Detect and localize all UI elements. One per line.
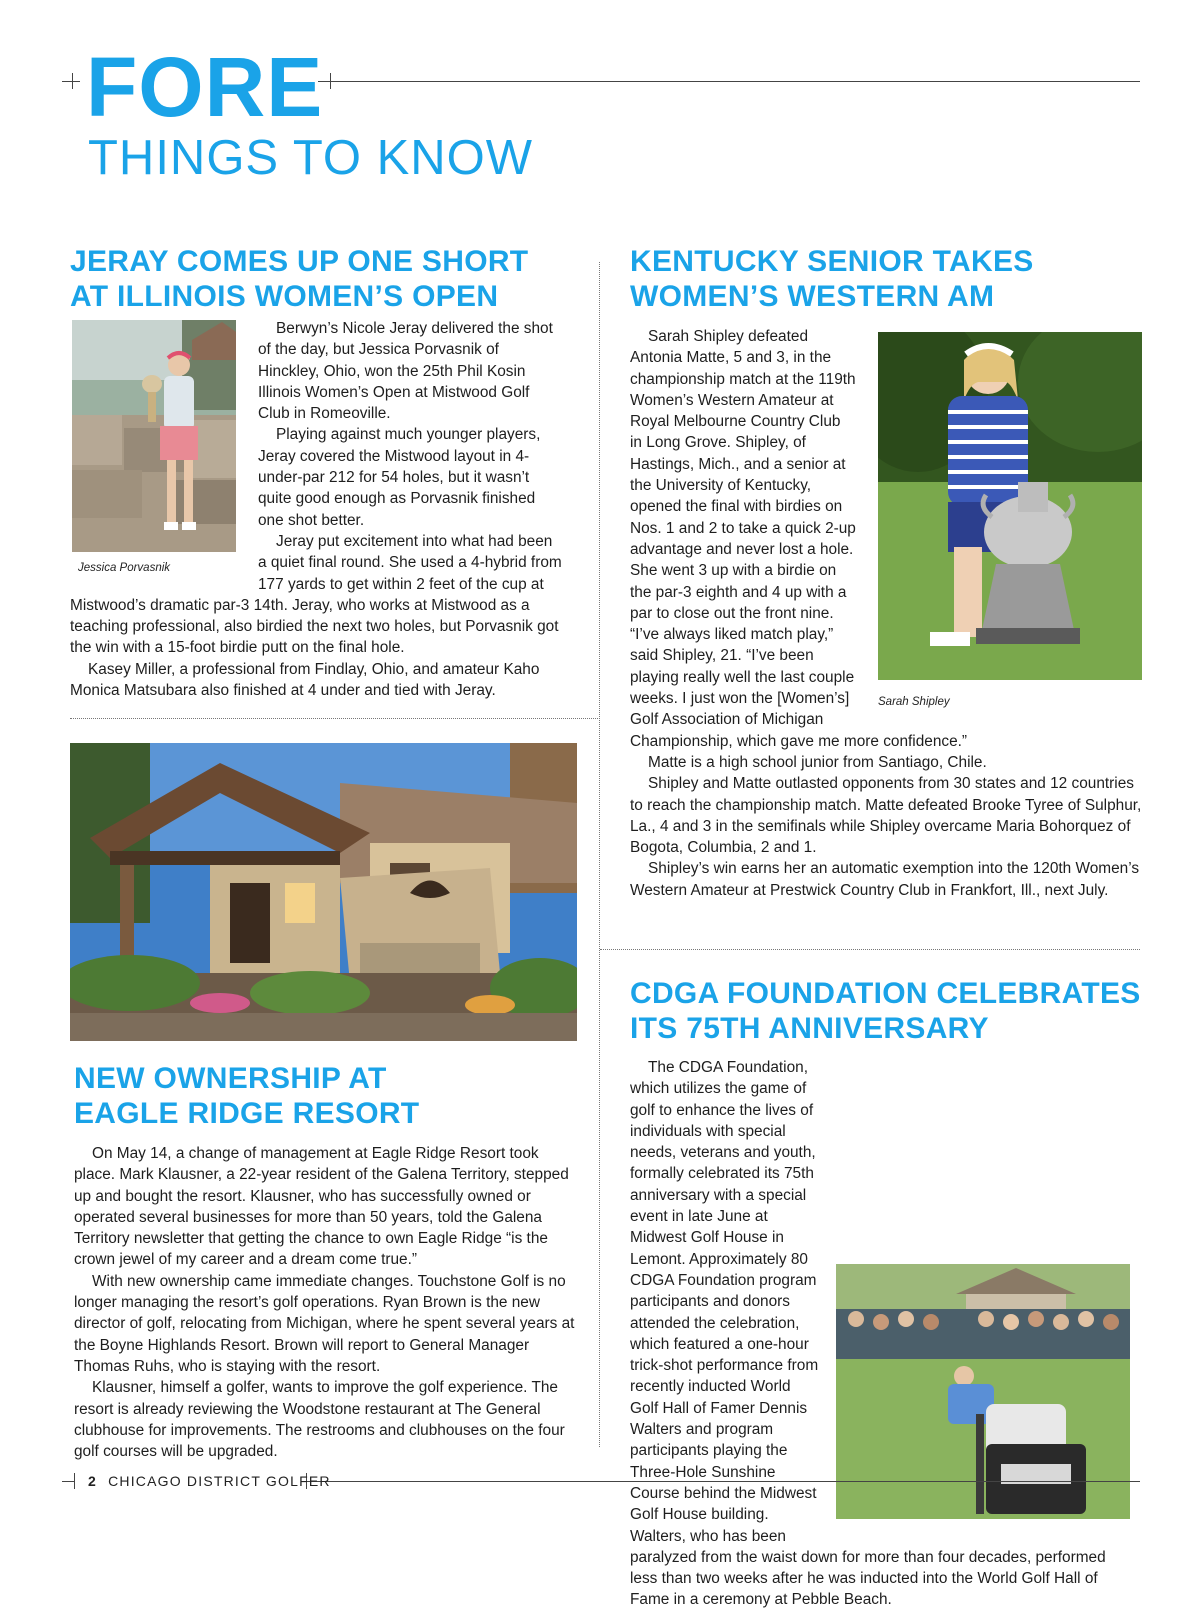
eagle-body bbox=[74, 1143, 578, 1462]
eagle-headline-line-1: NEW OWNERSHIP AT bbox=[74, 1062, 387, 1095]
jeray-photo bbox=[72, 320, 236, 552]
jeray-paragraph: Playing against much younger players, Jeray covered the Mistwood layout in 4-under-par 212 for 54 holes, but it wasn’t quite good enough as Porvasnik finished one shot better. bbox=[258, 426, 541, 529]
kentucky-paragraph: Sarah Shipley defeated Antonia Matte, 5 and 3, in the championship match at the 119th Women’s Western Amateur at Royal Melbourne Country Club in Long Grove. Shipley, of Hastings, Mich., and a senior at the University of Kentucky, opened the final with birdies on Nos. 1 and 2 to take a quick 2-up advantage and never lost a hole. She went 3 up with a birdie on the par-3 eighth and 4 up with a par to close out the front nine. “I’ve always liked match play,” said Shipley, 21. “I’ve been playing really well the last couple weeks. I just won the [Women’s] Golf Association of Michigan Championship, which gave me more confidence.” bbox=[630, 328, 968, 750]
kentucky-photo-block bbox=[866, 332, 1142, 724]
masthead-tick-left bbox=[72, 73, 73, 89]
kentucky-headline-line-1: KENTUCKY SENIOR TAKES bbox=[630, 245, 1034, 278]
eagle-ridge-photo bbox=[70, 743, 577, 1041]
cdga-photo-block bbox=[830, 1262, 1130, 1532]
eagle-headline-line-2: EAGLE RIDGE RESORT bbox=[74, 1097, 420, 1130]
kentucky-paragraph: Shipley’s win earns her an automatic exemption into the 120th Women’s Western Amateur at Prestwick Country Club in Frankfort, Ill., next July. bbox=[630, 860, 1140, 899]
masthead-rule-left bbox=[62, 81, 80, 82]
cdga-paragraph: The CDGA Foundation, which utilizes the game of golf to enhance the lives of individuals with special needs, veterans and youth, formally celebrated its 75th anniversary with a special event in late June at Midwest Golf House in Lemont. Approximately 80 CDGA Foundation program participants and donors attended the celebration, which featured a one-hour trick-shot performance from recently inducted World Golf Hall of Famer Dennis Walters and program participants playing the Three-Hole Sunshine Course behind the Midwest Golf House building. Walters, who has been paralyzed from the waist down for more than four decades, performed less than two weeks after he was inducted into the World Golf Hall of Fame in a ceremony at Pebble Beach. bbox=[630, 1059, 1106, 1609]
eagle-headline bbox=[74, 1061, 594, 1131]
jeray-headline-line-1: JERAY COMES UP ONE SHORT bbox=[70, 245, 529, 278]
column-divider bbox=[599, 262, 600, 1447]
footer-tick-left bbox=[74, 1473, 75, 1489]
page-number: 2 bbox=[88, 1473, 97, 1489]
eagle-paragraph: With new ownership came immediate changes. Touchstone Golf is no longer managing the resort’s golf operations. Ryan Brown is the new director of golf, relocating from Michigan, where he spent several years at the Boyne Highlands Resort. Brown will report to General Manager Thomas Ruhs, who is staying with the resort. bbox=[74, 1272, 575, 1375]
masthead-subtitle: THINGS TO KNOW bbox=[88, 131, 534, 185]
jeray-photo-caption: Jessica Porvasnik bbox=[78, 562, 171, 574]
kentucky-headline bbox=[630, 244, 1150, 314]
kentucky-headline-line-2: WOMEN’S WESTERN AM bbox=[630, 280, 995, 313]
footer-rule-right bbox=[306, 1481, 1140, 1482]
cdga-body bbox=[630, 1057, 1130, 1611]
masthead-rule-right bbox=[318, 81, 1140, 82]
jeray-headline-line-2: AT ILLINOIS WOMEN’S OPEN bbox=[70, 280, 499, 313]
jeray-paragraph: Berwyn’s Nicole Jeray delivered the shot of the day, but Jessica Porvasnik of Hinckley, Ohio, won the 25th Phil Kosin Illinois Women’s Open at Mistwood Golf Club in Romeoville. bbox=[258, 320, 553, 423]
jeray-bottom-rule bbox=[70, 718, 600, 719]
cdga-headline-line-1: CDGA FOUNDATION CELEBRATES bbox=[630, 977, 1141, 1010]
eagle-paragraph: Klausner, himself a golfer, wants to improve the golf experience. The resort is already reviewing the Woodstone restaurant at The General clubhouse for improvements. The restrooms and clubhouses on the four golf courses will be upgraded. bbox=[74, 1379, 565, 1461]
jeray-headline bbox=[70, 244, 590, 314]
jeray-paragraph: Kasey Miller, a professional from Findlay, Ohio, and amateur Kaho Monica Matsubara also finished at 4 under and tied with Jeray. bbox=[70, 660, 540, 700]
jeray-body bbox=[70, 318, 564, 701]
jeray-paragraph: Jeray put excitement into what had been a quiet final round. She used a 4-hybrid from 177 yards to get within 2 feet of the cup at Mistwood’s dramatic par-3 14th. Jeray, who works at Mistwood as a teaching professional, also birdied the next two holes, but Porvasnik got the win with a 15-foot birdie putt on the final hole. bbox=[70, 532, 562, 657]
cdga-headline-line-2: ITS 75TH ANNIVERSARY bbox=[630, 1012, 989, 1045]
footer-rule-left bbox=[62, 1481, 74, 1482]
masthead-tick-right bbox=[330, 73, 331, 89]
jeray-photo-block bbox=[72, 320, 248, 576]
page-footer bbox=[88, 1473, 331, 1489]
eagle-paragraph: On May 14, a change of management at Eagle Ridge Resort took place. Mark Klausner, a 22-year resident of the Galena Territory, stepped up and bought the resort. Klausner, who has successfully owned or operated several businesses for more than 50 years, told the Galena Territory newsletter that getting the chance to own Eagle Ridge “is the crown jewel of my career and a dream come true.” bbox=[74, 1145, 569, 1269]
cdga-headline bbox=[630, 976, 1150, 1046]
kentucky-photo bbox=[878, 332, 1142, 680]
kentucky-paragraph: Shipley and Matte outlasted opponents from 30 states and 12 countries to reach the championship match. Matte defeated Brooke Tyree of Sulphur, La., 4 and 3 in the semifinals while Shipley overcame Maria Bohorquez of Bogota, Columbia, 2 and 1. bbox=[630, 775, 1142, 857]
kentucky-body bbox=[630, 326, 1142, 901]
kentucky-paragraph: Matte is a high school junior from Santiago, Chile. bbox=[648, 753, 987, 771]
kentucky-photo-caption: Sarah Shipley bbox=[878, 696, 950, 708]
kentucky-bottom-rule bbox=[600, 949, 1140, 950]
masthead-title: FORE bbox=[86, 40, 324, 134]
publication-name: CHICAGO DISTRICT GOLFER bbox=[108, 1473, 331, 1489]
